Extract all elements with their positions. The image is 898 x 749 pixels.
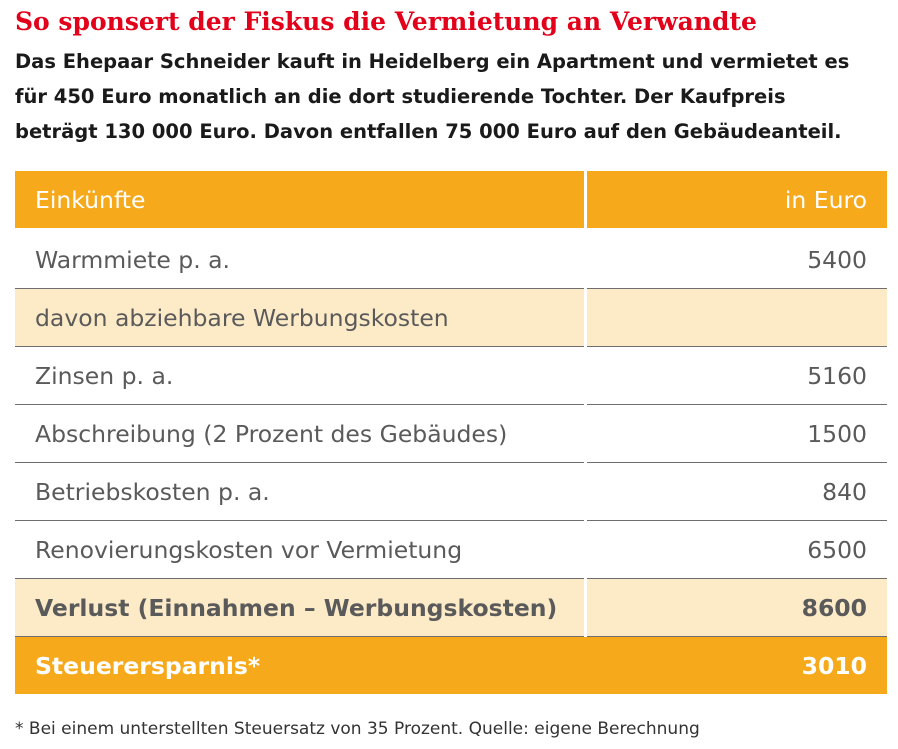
row-label: Zinsen p. a. [15, 347, 585, 405]
loss-label: Verlust (Einnahmen – Werbungskosten) [15, 579, 585, 637]
table-row [15, 230, 887, 289]
intro-line: für 450 Euro monatlich an die dort studierende Tochter. Der Kaufpreis [15, 85, 786, 108]
row-label: Betriebskosten p. a. [15, 463, 585, 521]
header-unit: in Euro [585, 171, 887, 230]
total-value: 3010 [585, 637, 887, 695]
header-label: Einkünfte [15, 171, 585, 230]
intro-line: Das Ehepaar Schneider kauft in Heidelberg ein Apartment und vermietet es [15, 50, 850, 73]
loss-row [15, 579, 887, 637]
intro-text [15, 44, 887, 149]
table-header-row [15, 171, 887, 230]
row-label: Abschreibung (2 Prozent des Gebäudes) [15, 405, 585, 463]
table-row [15, 521, 887, 579]
row-value: 840 [585, 463, 887, 521]
loss-value: 8600 [585, 579, 887, 637]
row-label: Renovierungskosten vor Vermietung [15, 521, 585, 579]
row-value: 5400 [585, 230, 887, 289]
row-label: Warmmiete p. a. [15, 230, 585, 289]
income-table [15, 171, 887, 694]
row-value: 1500 [585, 405, 887, 463]
row-value: 5160 [585, 347, 887, 405]
infographic [15, 0, 887, 680]
infographic-title: So sponsert der Fiskus die Vermietung an Verwandte [15, 7, 757, 36]
intro-line: beträgt 130 000 Euro. Davon entfallen 75 000 Euro auf den Gebäudeanteil. [15, 120, 842, 143]
row-value [585, 289, 887, 347]
row-value: 6500 [585, 521, 887, 579]
table-row [15, 463, 887, 521]
total-label: Steuerersparnis* [15, 637, 585, 695]
table-row [15, 347, 887, 405]
table-row [15, 289, 887, 347]
total-row [15, 637, 887, 695]
row-label: davon abziehbare Werbungskosten [15, 289, 585, 347]
table-row [15, 405, 887, 463]
footnote: * Bei einem unterstellten Steuersatz von 35 Prozent. Quelle: eigene Berechnung [15, 719, 700, 739]
